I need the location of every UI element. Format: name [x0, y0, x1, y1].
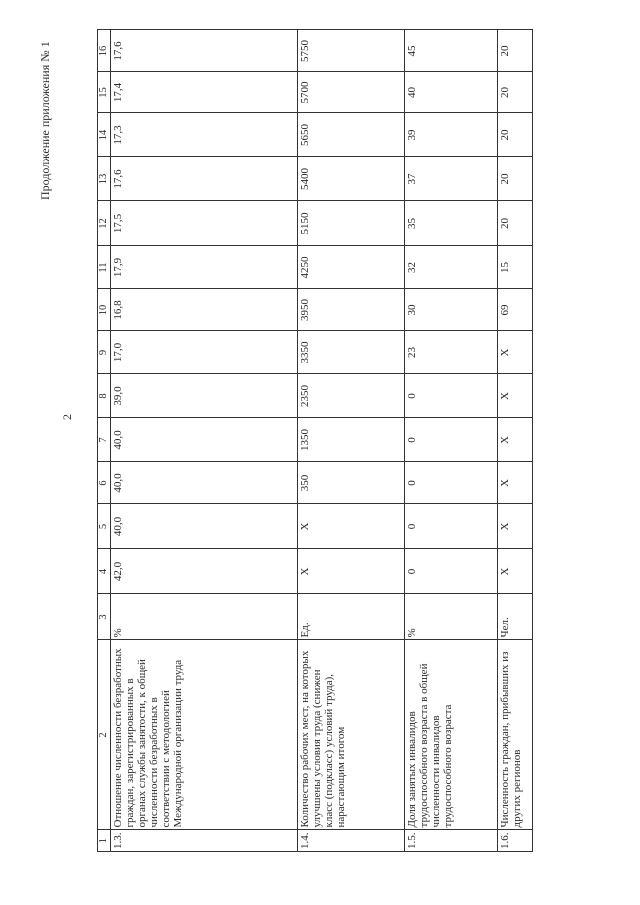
- indicators-table: [97, 30, 533, 853]
- value-cell: 17,5: [111, 201, 298, 246]
- value-cell: 3350: [298, 331, 405, 374]
- value-cell: 40,0: [111, 462, 298, 504]
- unit-cell: Ед.: [298, 594, 405, 640]
- value-cell: 40,0: [111, 504, 298, 549]
- col-number: 11: [98, 246, 111, 289]
- table-row: [498, 30, 533, 852]
- value-cell: 0: [405, 549, 498, 594]
- value-cell: Х: [298, 549, 405, 594]
- value-cell: 5150: [298, 201, 405, 246]
- col-number: 4: [98, 549, 111, 594]
- column-number-row: [98, 30, 111, 852]
- value-cell: 2350: [298, 374, 405, 418]
- value-cell: 17,0: [111, 331, 298, 374]
- col-number: 2: [98, 640, 111, 830]
- indicator-name: Отношение численности безработных граждан, зарегистрированных в органах службы занятости, к общей численности безработных в соответствии с методологией Международной организации труда: [111, 640, 298, 830]
- value-cell: Х: [498, 418, 533, 462]
- value-cell: Х: [498, 462, 533, 504]
- value-cell: 20: [498, 201, 533, 246]
- value-cell: 42,0: [111, 549, 298, 594]
- value-cell: 40,0: [111, 418, 298, 462]
- value-cell: 20: [498, 157, 533, 201]
- unit-cell: %: [405, 594, 498, 640]
- value-cell: 0: [405, 374, 498, 418]
- value-cell: Х: [498, 549, 533, 594]
- table-row: [405, 30, 498, 852]
- value-cell: 1350: [298, 418, 405, 462]
- value-cell: 17,3: [111, 113, 298, 157]
- page-number: 2: [60, 414, 74, 420]
- value-cell: 5750: [298, 30, 405, 72]
- value-cell: 40: [405, 72, 498, 113]
- col-number: 5: [98, 504, 111, 549]
- row-number: 1.3.: [111, 830, 298, 852]
- value-cell: 39,0: [111, 374, 298, 418]
- value-cell: 37: [405, 157, 498, 201]
- row-number: 1.5.: [405, 830, 498, 852]
- table-row: [111, 30, 298, 852]
- col-number: 12: [98, 201, 111, 246]
- value-cell: 20: [498, 113, 533, 157]
- value-cell: 17,9: [111, 246, 298, 289]
- indicator-name: Количество рабочих мест, на которых улучшены условия труда (снижен класс (подкласс) условий труда), нарастающим итогом: [298, 640, 405, 830]
- indicator-name: Численность граждан, прибывших из других регионов: [498, 640, 533, 830]
- value-cell: 5650: [298, 113, 405, 157]
- col-number: 7: [98, 418, 111, 462]
- value-cell: 17,6: [111, 157, 298, 201]
- col-number: 1: [98, 830, 111, 852]
- value-cell: 20: [498, 30, 533, 72]
- col-number: 8: [98, 374, 111, 418]
- value-cell: 4250: [298, 246, 405, 289]
- value-cell: 45: [405, 30, 498, 72]
- value-cell: 0: [405, 504, 498, 549]
- value-cell: 23: [405, 331, 498, 374]
- col-number: 14: [98, 113, 111, 157]
- col-number: 3: [98, 594, 111, 640]
- col-number: 9: [98, 331, 111, 374]
- unit-cell: Чел.: [498, 594, 533, 640]
- col-number: 15: [98, 72, 111, 113]
- value-cell: Х: [298, 504, 405, 549]
- value-cell: 3950: [298, 289, 405, 331]
- value-cell: 20: [498, 72, 533, 113]
- col-number: 16: [98, 30, 111, 72]
- value-cell: 5400: [298, 157, 405, 201]
- value-cell: 32: [405, 246, 498, 289]
- value-cell: 39: [405, 113, 498, 157]
- value-cell: 17,4: [111, 72, 298, 113]
- value-cell: 30: [405, 289, 498, 331]
- value-cell: 5700: [298, 72, 405, 113]
- col-number: 13: [98, 157, 111, 201]
- value-cell: 16,8: [111, 289, 298, 331]
- value-cell: 69: [498, 289, 533, 331]
- value-cell: Х: [498, 504, 533, 549]
- value-cell: Х: [498, 331, 533, 374]
- appendix-note: Продолжение приложения № 1: [38, 41, 52, 200]
- col-number: 6: [98, 462, 111, 504]
- value-cell: 0: [405, 462, 498, 504]
- value-cell: 0: [405, 418, 498, 462]
- value-cell: 15: [498, 246, 533, 289]
- row-number: 1.4.: [298, 830, 405, 852]
- value-cell: 17,6: [111, 30, 298, 72]
- value-cell: 350: [298, 462, 405, 504]
- value-cell: 35: [405, 201, 498, 246]
- row-number: 1.6.: [498, 830, 533, 852]
- indicator-name: Доля занятых инвалидов трудоспособного возраста в общей численности инвалидов трудоспособного возраста: [405, 640, 498, 830]
- unit-cell: %: [111, 594, 298, 640]
- table-row: [298, 30, 405, 852]
- col-number: 10: [98, 289, 111, 331]
- value-cell: Х: [498, 374, 533, 418]
